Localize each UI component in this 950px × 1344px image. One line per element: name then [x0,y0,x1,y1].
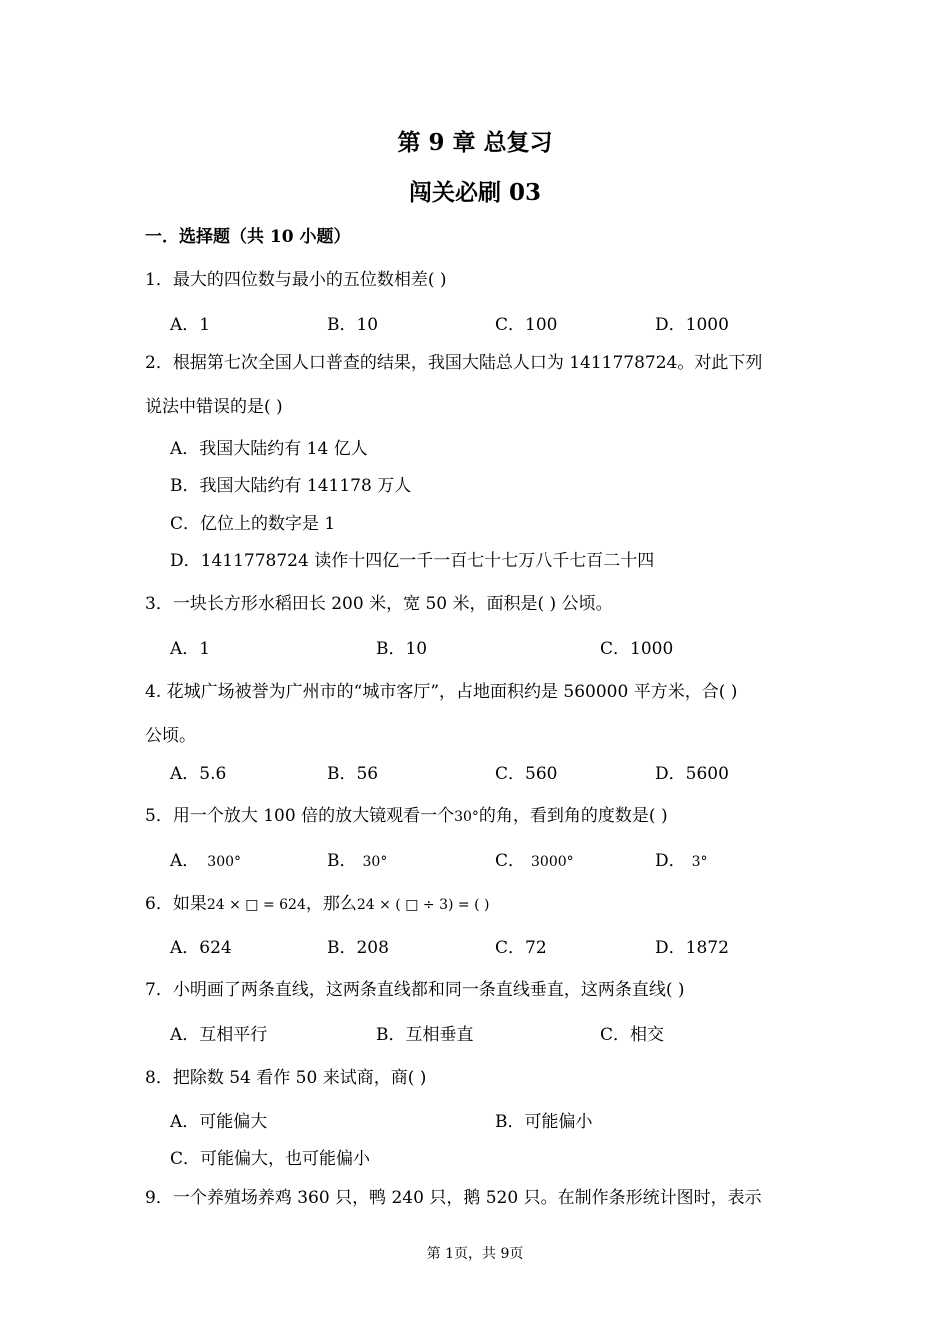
q5-option-c: C． 3000° [495,851,574,871]
q4-option-a: A．5.6 [170,764,227,784]
question-6-expression: 24 × ( □ ÷ 3) = ( ) [356,897,490,913]
question-2-line-1: 2．根据第七次全国人口普查的结果，我国大陆总人口为 1411778724。对此下列 [145,353,763,373]
q7-option-c: C．相交 [600,1025,665,1045]
q5-option-d: D． 3° [655,851,708,871]
question-5-text-a: 5．用一个放大 100 倍的放大镜观看一个 [145,806,455,826]
q3-option-a: A．1 [170,639,211,659]
q5-option-b: B． 30° [327,851,388,871]
page-footer: 第 1页，共 9页 [426,1246,524,1262]
chapter-title: 第 9 章 总复习 [397,129,553,156]
q8-option-b: B．可能偏小 [495,1112,593,1132]
q1-option-b: B．10 [327,315,379,335]
q4-option-c: C．560 [495,764,558,784]
q7-option-a: A．互相平行 [170,1025,268,1045]
question-6 [145,889,489,914]
question-9: 9．一个养殖场养鸡 360 只，鸭 240 只，鹅 520 只。在制作条形统计图时，表示 [145,1188,762,1208]
q1-option-c: C．100 [495,315,558,335]
question-6-equation: 24 × □ = 624 [206,897,306,913]
q2-option-c: C．亿位上的数字是 1 [170,514,336,534]
q6-option-c: C．72 [495,938,547,958]
question-5-angle: 30° [454,809,479,825]
section-heading: 一．选择题（共 10 小题） [145,227,351,247]
question-1: 1．最大的四位数与最小的五位数相差( ) [145,270,447,290]
question-6-text-c: ，那么 [305,894,357,914]
question-3: 3．一块长方形水稻田长 200 米，宽 50 米，面积是( ) 公顷。 [145,594,613,614]
q6-option-b: B．208 [327,938,389,958]
question-7: 7．小明画了两条直线，这两条直线都和同一条直线垂直，这两条直线( ) [145,980,685,1000]
q6-option-d: D．1872 [655,938,729,958]
q4-option-b: B．56 [327,764,379,784]
question-2-line-2: 说法中错误的是( ) [145,397,283,417]
q2-option-d: D．1411778724 读作十四亿一千一百七十七万八千七百二十四 [170,551,655,571]
q1-option-d: D．1000 [655,315,729,335]
question-6-text-a: 6．如果 [145,894,207,914]
q5-option-a: A． 300° [170,851,242,871]
question-4-line-2: 公顷。 [145,726,196,746]
q8-option-c: C．可能偏大，也可能偏小 [170,1149,371,1169]
page-subtitle: 闯关必刷 03 [408,179,541,206]
question-4-line-1: 4. 花城广场被誉为广州市的“城市客厅”，占地面积约是 560000 平方米，合( ) [145,682,738,702]
question-5 [145,801,668,826]
q8-option-a: A．可能偏大 [170,1112,268,1132]
q2-option-b: B．我国大陆约有 141178 万人 [170,476,412,496]
q4-option-d: D．5600 [655,764,729,784]
q2-option-a: A．我国大陆约有 14 亿人 [170,439,368,459]
q7-option-b: B．互相垂直 [376,1025,474,1045]
q3-option-c: C．1000 [600,639,674,659]
q6-option-a: A．624 [170,938,232,958]
question-8: 8．把除数 54 看作 50 来试商，商( ) [145,1068,427,1088]
q3-option-b: B．10 [376,639,428,659]
q1-option-a: A．1 [170,315,211,335]
question-5-text-c: 的角，看到角的度数是( ) [478,806,668,826]
